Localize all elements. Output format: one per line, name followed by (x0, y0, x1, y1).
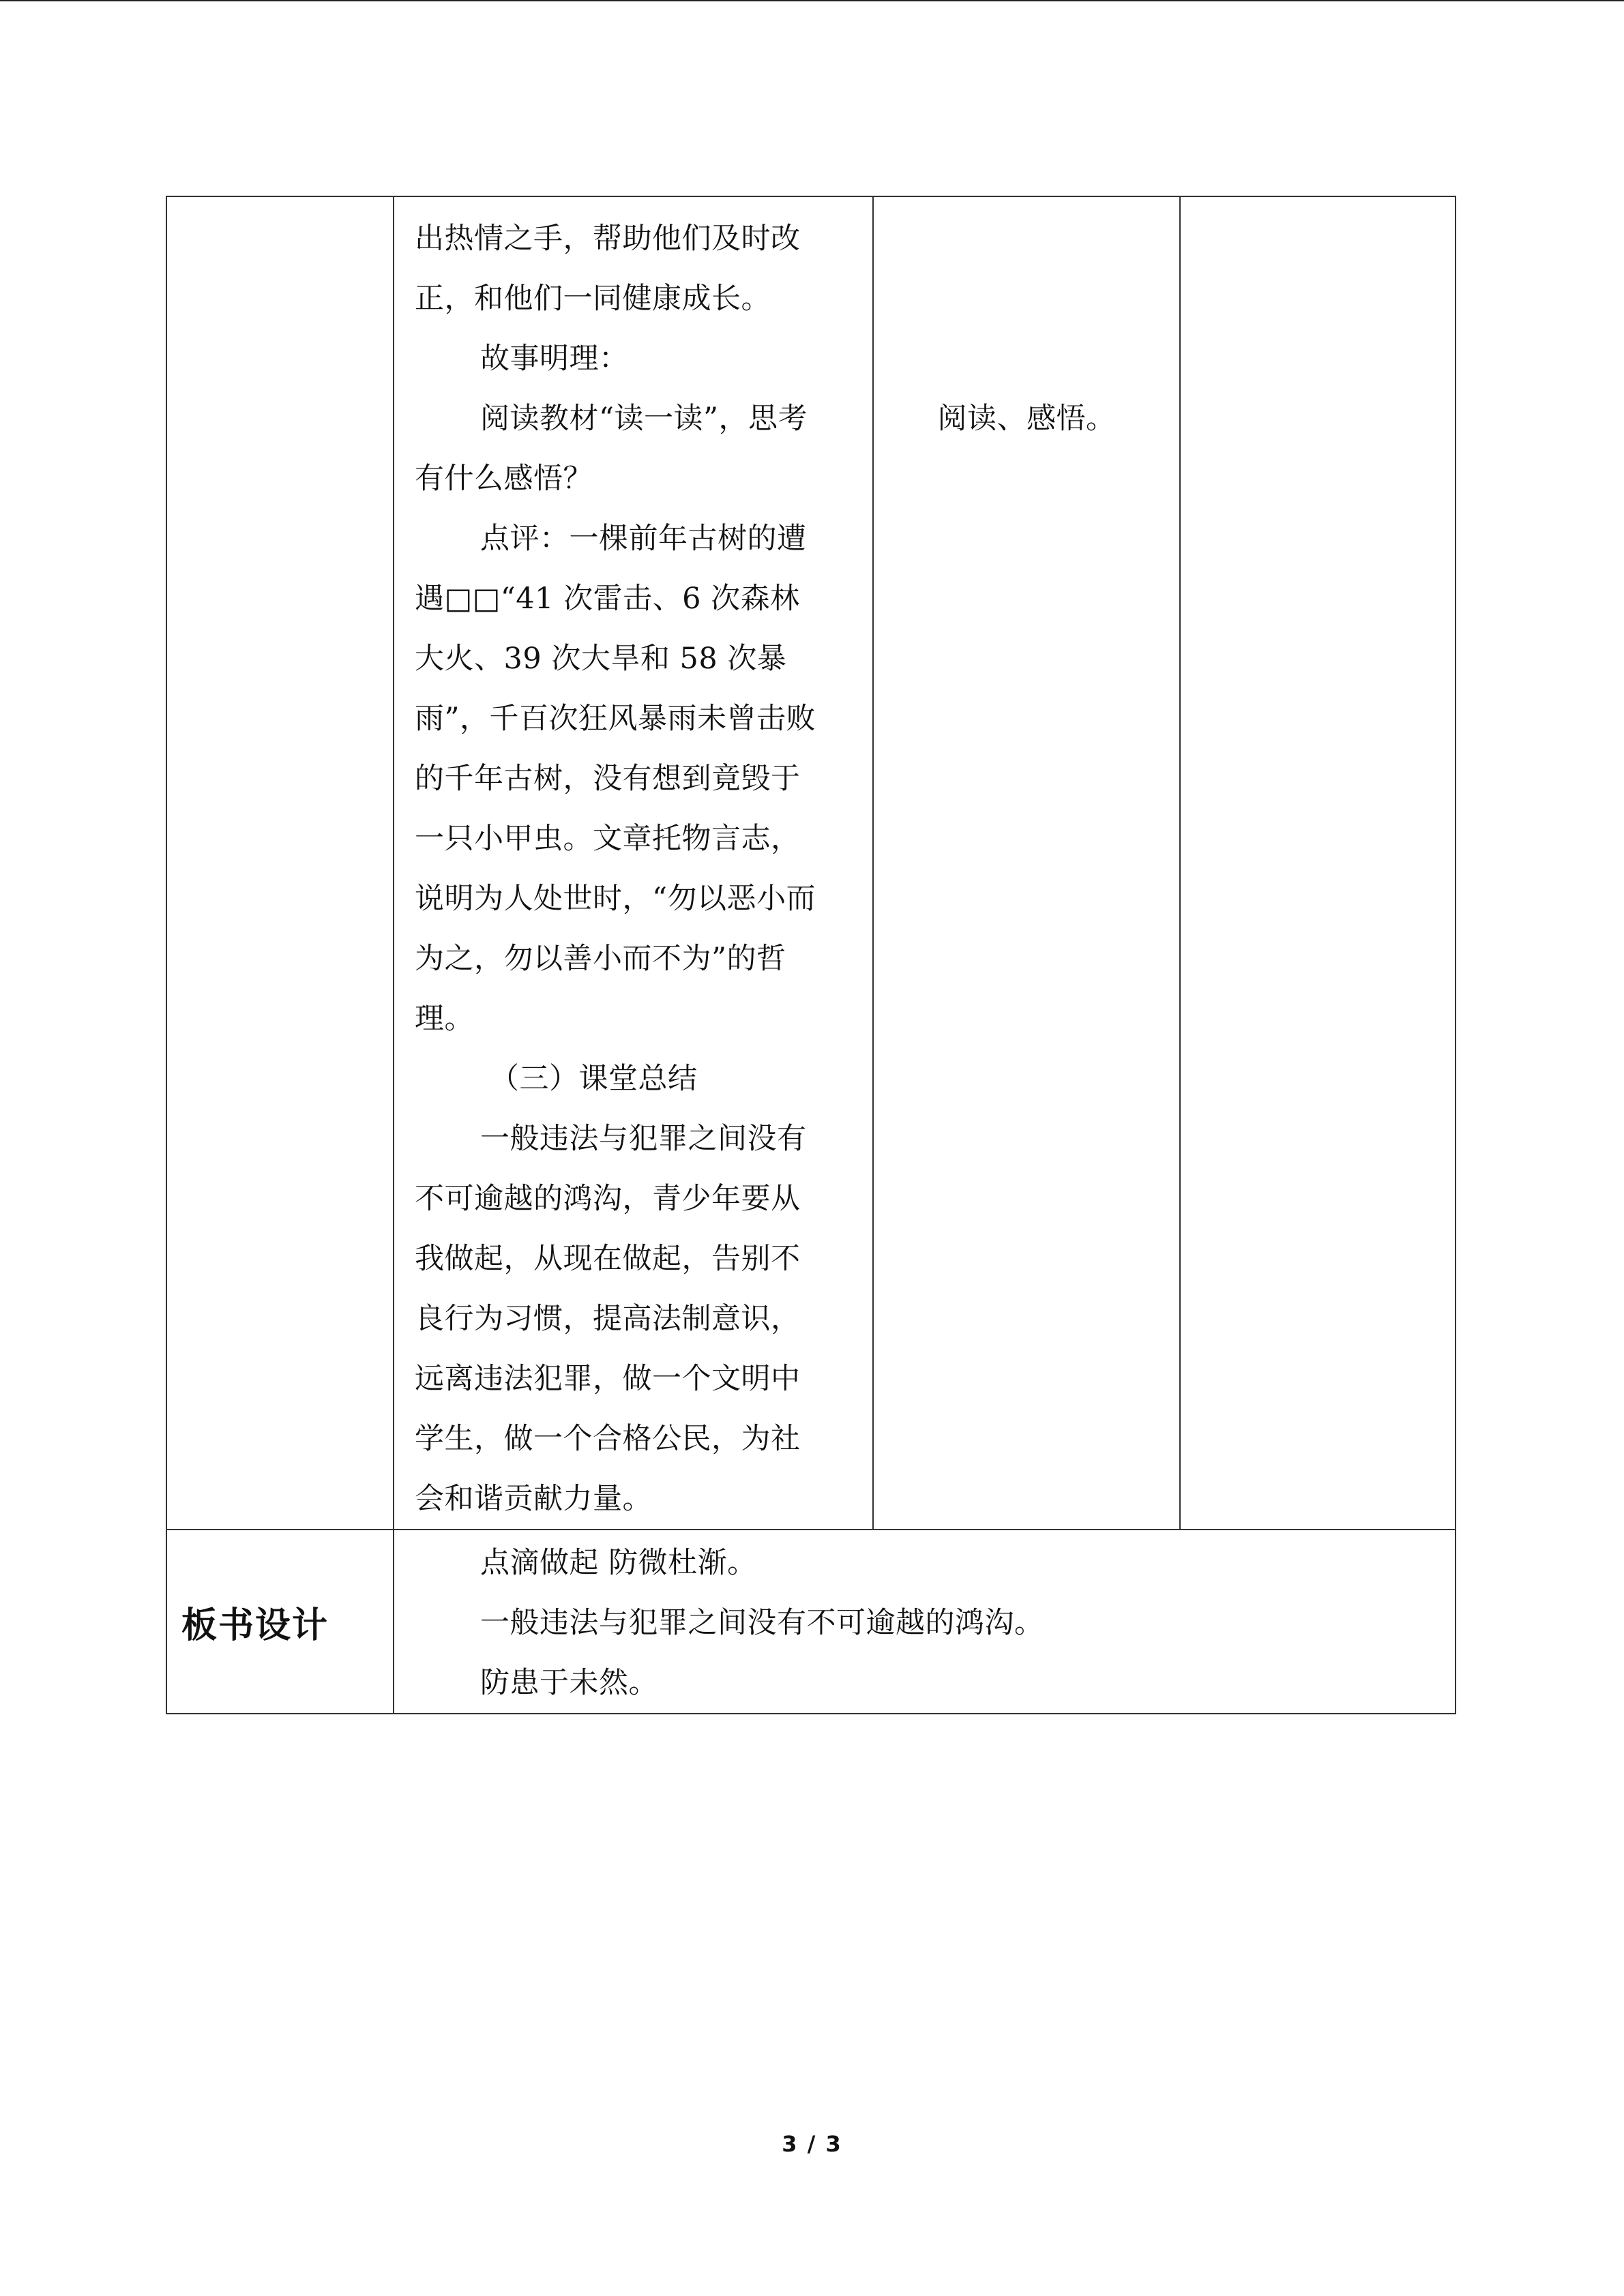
board-design-row (166, 1530, 1456, 1714)
teacher-line: 的千年古树，没有想到竟毁于 (415, 762, 801, 796)
teacher-line: 一只小甲虫。文章托物言志， (415, 822, 801, 856)
design-intent-cell (1180, 196, 1456, 1530)
teacher-line: 点评：一棵前年古树的遭 (480, 522, 807, 556)
teacher-line: 为之，勿以善小而不为”的哲 (415, 942, 786, 976)
teaching-process-row (166, 196, 1456, 1530)
teacher-line: 我做起，从现在做起，告别不 (415, 1242, 801, 1276)
teacher-line: 理。 (415, 1002, 474, 1036)
board-design-label: 板书设计 (181, 1605, 329, 1646)
stage-cell (166, 196, 394, 1530)
teacher-line: 阅读教材“读一读”，思考 (480, 402, 808, 436)
page-number: 3 / 3 (782, 2131, 842, 2157)
teacher-line: 有什么感悟？ (415, 462, 593, 496)
teacher-line: 会和谐贡献力量。 (415, 1482, 652, 1516)
board-design-label-cell (166, 1530, 394, 1714)
teacher-line: 正，和他们一同健康成长。 (415, 282, 771, 316)
teacher-line: 大火、39 次大旱和 58 次暴 (415, 642, 787, 676)
board-design-content-cell (394, 1530, 1456, 1714)
student-activity-text: 阅读、感悟。 (937, 402, 1116, 436)
student-activity-cell (873, 196, 1180, 1530)
teacher-line: 一般违法与犯罪之间没有 (480, 1122, 807, 1156)
summary-heading: （三）课堂总结 (490, 1062, 698, 1096)
story-heading: 故事明理： (480, 342, 629, 376)
board-line: 防患于未然。 (480, 1666, 658, 1700)
teacher-line: 远离违法犯罪，做一个文明中 (415, 1362, 801, 1396)
board-line: 一般违法与犯罪之间没有不可逾越的鸿沟。 (480, 1606, 1044, 1640)
board-line: 点滴做起 防微杜渐。 (480, 1546, 757, 1580)
teacher-line: 不可逾越的鸿沟，青少年要从 (415, 1182, 801, 1216)
teacher-line: 遇□□“41 次雷击、6 次森林 (415, 582, 800, 616)
teacher-line: 出热情之手，帮助他们及时改 (415, 222, 801, 256)
teacher-line: 学生，做一个合格公民，为社 (415, 1422, 801, 1456)
teacher-activity-cell (394, 196, 873, 1530)
page-top-border (0, 0, 1624, 1)
teacher-line: 说明为人处世时，“勿以恶小而 (415, 882, 816, 916)
lesson-plan-table (166, 196, 1456, 1714)
teacher-line: 雨”，千百次狂风暴雨未曾击败 (415, 702, 816, 736)
teacher-line: 良行为习惯，提高法制意识， (415, 1302, 801, 1336)
